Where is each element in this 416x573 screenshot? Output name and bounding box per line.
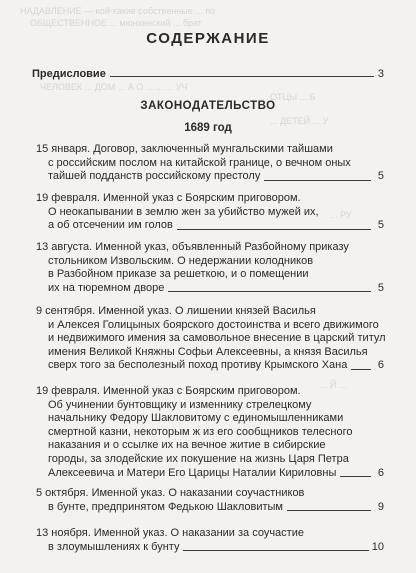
leader-line — [183, 550, 368, 551]
toc-preface[interactable] — [32, 68, 384, 80]
page-title: СОДЕРЖАНИЕ — [146, 30, 270, 47]
entry-page-number: 6 — [377, 466, 384, 479]
leader-line — [351, 369, 371, 370]
entry-line — [36, 541, 384, 555]
entry-line: стольником Извольским. О недержании колодников — [48, 254, 314, 267]
entry-line: имения Великой Княжны Софьи Алексеевны, а князя Василья — [48, 345, 368, 358]
entry-line: 19 февраля. Именной указ с Боярским приговором. — [36, 385, 301, 397]
entry-line: 9 сентября. Именной указ. О лишении князей Василья — [36, 305, 316, 317]
entry-line-text: сверх того за бесполезный поход противу Крымского Хана — [48, 359, 348, 372]
preface-label: Предисловие — [32, 68, 106, 80]
entry-line: и Алексея Голицыных боярского достоинства и всего движимого — [48, 318, 379, 331]
entry-line — [36, 282, 384, 296]
entry-line: 13 августа. Именной указ, объявленный Разбойному приказу — [36, 241, 349, 253]
entry-line: в Разбойном приказе за решеткою, и о помещении — [48, 268, 309, 281]
entry-line-text: тайшей подданств российскому престолу — [48, 170, 261, 183]
leader-line — [110, 76, 374, 77]
entry-line: наказания и о ссылке их на вечное житие в сибирские — [48, 439, 326, 452]
entry-line — [36, 170, 384, 184]
leader-line — [168, 291, 371, 292]
entry-line-text: Алексеевича и Матери Его Царицы Наталии Кириловны — [48, 466, 337, 479]
entry-line: 5 октября. Именной указ. О наказании соучастников — [36, 487, 305, 499]
entry-page-number: 9 — [377, 500, 384, 513]
toc-entry[interactable] — [36, 305, 384, 373]
entry-line: 19 февраля. Именной указ с Боярским приговором. — [36, 192, 301, 204]
entry-line: начальнику Федору Шакловитому с единомышленниками — [48, 412, 344, 425]
entry-page-number: 10 — [371, 540, 384, 553]
leader-line — [177, 229, 371, 230]
toc-entry[interactable] — [36, 487, 384, 514]
leader-line — [287, 510, 371, 511]
entry-line — [36, 501, 384, 515]
toc-entry[interactable] — [36, 143, 384, 184]
section-heading: ЗАКОНОДАТЕЛЬСТВО — [140, 100, 276, 112]
entry-line-text: в злоумышлениях к бунту — [48, 540, 180, 553]
show-through-text: НАДАВЛЕНИЕ — кой-какие собственные ... по ОБЩЕСТВЕННОЕ ... мюнхенский ... брат ЧЕЛОВЕК ... ДОМ ... А О ... ... ... УЧ ... ОТЦЫ ... Б ... ДЕТЕЙ ... У ... РУ ... Й ... — [20, 6, 352, 390]
entry-line — [36, 467, 384, 481]
entry-line — [36, 219, 384, 233]
entry-line: и недвижимого имения за самовольное внесение в царский титул — [48, 332, 386, 345]
entry-line: О неокапывании в землю жен за убийство мужей их, — [48, 205, 319, 218]
entry-page-number: 5 — [377, 170, 384, 183]
preface-page: 3 — [377, 68, 384, 80]
toc-entry[interactable] — [36, 192, 384, 233]
toc-entry[interactable] — [36, 527, 384, 554]
entry-page-number: 5 — [377, 281, 384, 294]
entry-line: смертной казни, некоторым ж из его сообщников телесного — [48, 425, 353, 438]
year-heading: 1689 год — [184, 122, 232, 134]
toc-entry[interactable] — [36, 385, 384, 480]
entry-line-text: их на тюремном дворе — [48, 281, 165, 294]
entry-page-number: 6 — [377, 359, 384, 372]
entry-page-number: 5 — [377, 219, 384, 232]
entry-line-text: в бунте, предпринятом Федькою Шакловитым — [48, 500, 283, 513]
leader-line — [340, 476, 371, 477]
entry-line — [36, 359, 384, 373]
entry-line-text: а об отсечении им голов — [48, 219, 173, 232]
leader-line — [264, 180, 371, 181]
entry-line: Об учинении бунтовщику и изменнику стрелецкому — [48, 398, 312, 411]
entry-line: 13 ноября. Именной указ. О наказании за соучастие — [36, 527, 304, 539]
entry-line: городы, за злодейские их покушение на жизнь Царя Петра — [48, 452, 349, 465]
entry-line: с российским послом на китайской границе, о вечном оных — [48, 156, 351, 169]
entry-line: 15 января. Договор, заключенный мунгальскими тайшами — [36, 143, 333, 155]
toc-entry[interactable] — [36, 241, 384, 295]
